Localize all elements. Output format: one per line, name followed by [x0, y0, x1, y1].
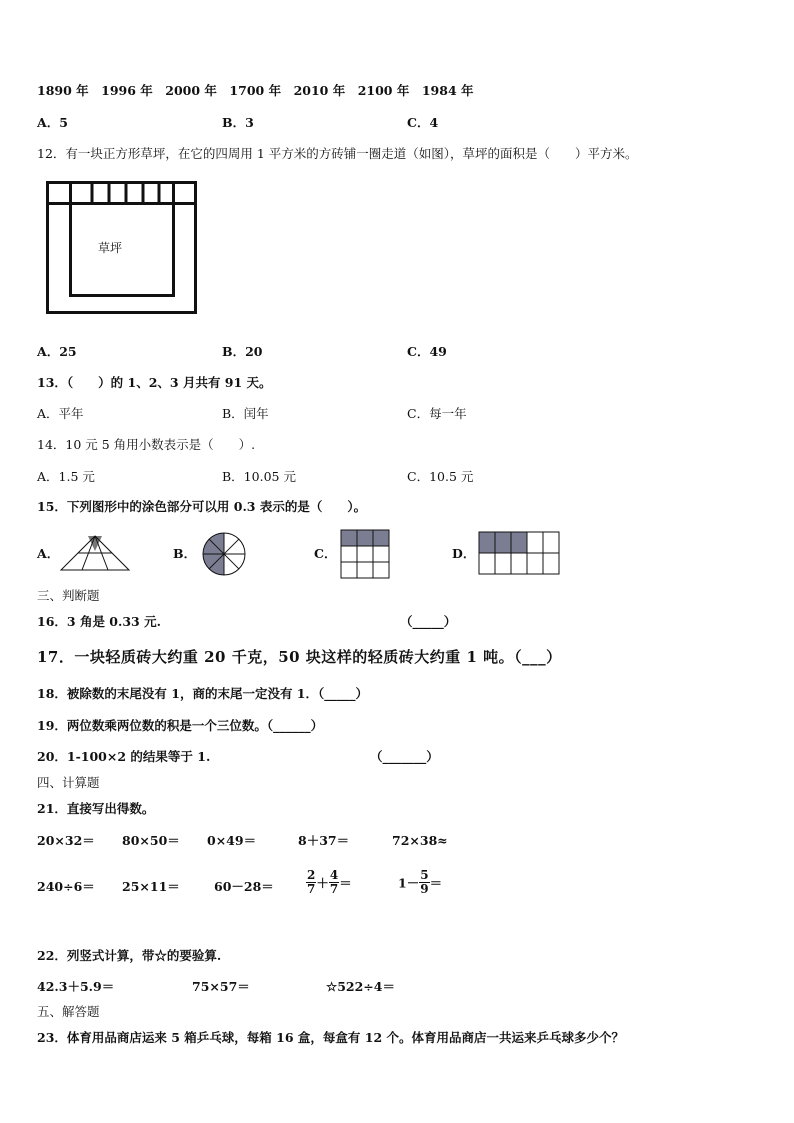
fraction: $\frac{2}{7}$ [307, 868, 316, 896]
q21-fraction-expression-1: $\frac{2}{7}$ ＋ $\frac{4}{7}$ ＝ [307, 868, 352, 896]
q21-r1-item-3: 0×49＝ [207, 833, 257, 848]
q20-stem: 20．1-100×2 的结果等于 1. [37, 749, 211, 764]
q15-stem: 15．下列图形中的涂色部分可以用 0.3 表示的是（ ）。 [37, 499, 367, 514]
q16-blank: （_____） [400, 614, 457, 629]
grid-2x5-figure [478, 531, 560, 575]
section-4-heading: 四、计算题 [37, 775, 100, 790]
grid-3x3-figure [340, 529, 390, 579]
q21-r1-item-1: 20×32＝ [37, 833, 95, 848]
section-3-heading: 三、判断题 [37, 588, 100, 603]
q11-option-b: B．3 [222, 115, 254, 130]
circle-sectors-figure [201, 531, 247, 577]
lawn-label: 草坪 [98, 241, 123, 255]
q22-item-2: 75×57＝ [192, 979, 250, 994]
q21-stem: 21．直接写出得数。 [37, 801, 155, 816]
q14-option-c: C．10.5 元 [407, 469, 474, 484]
q15-label-b: B． [173, 546, 197, 561]
q16-stem: 16．3 角是 0.33 元. [37, 614, 161, 629]
q22-item-1: 42.3＋5.9＝ [37, 979, 115, 994]
q21-r2-item-3: 60－28＝ [214, 879, 274, 894]
q14-option-a: A．1.5 元 [37, 469, 95, 484]
q20-blank: （_______） [370, 749, 439, 764]
fraction: $\frac{5}{9}$ [420, 868, 429, 896]
q13-stem: 13．（ ）的 1、2、3 月共有 91 天。 [37, 375, 272, 390]
q12-option-c: C．49 [407, 344, 447, 359]
q22-stem: 22．列竖式计算，带☆的要验算. [37, 948, 222, 963]
q17-stem: 17．一块轻质砖大约重 20 千克，50 块这样的轻质砖大约重 1 吨。（___） [37, 648, 562, 666]
triangle-figure [60, 535, 130, 571]
q19-stem: 19．两位数乘两位数的积是一个三位数。（______） [37, 718, 324, 733]
q12-option-b: B．20 [222, 344, 263, 359]
q11-option-a: A．5 [37, 115, 68, 130]
q14-stem: 14．10 元 5 角用小数表示是（ ）. [37, 437, 256, 452]
q21-r1-item-2: 80×50＝ [122, 833, 180, 848]
q14-option-b: B．10.05 元 [222, 469, 296, 484]
q21-r2-item-2: 25×11＝ [122, 879, 180, 894]
q13-option-c: C．每一年 [407, 406, 467, 421]
fraction: $\frac{4}{7}$ [329, 868, 339, 896]
q23-stem: 23．体育用品商店运来 5 箱乒乓球，每箱 16 盒，每盒有 12 个。体育用品商店一共运来乒乓球多少个？ [37, 1030, 624, 1045]
section-5-heading: 五、解答题 [37, 1004, 100, 1019]
q13-option-b: B．闰年 [222, 406, 269, 421]
q21-r2-item-1: 240÷6＝ [37, 879, 95, 894]
q11-option-c: C．4 [407, 115, 439, 130]
q21-fraction-expression-2: 1－ $\frac{5}{9}$ ＝ [398, 868, 443, 896]
q18-stem: 18．被除数的末尾没有 1，商的末尾一定没有 1．（_____） [37, 686, 368, 701]
q15-label-d: D． [452, 546, 476, 561]
q13-option-a: A．平年 [37, 406, 84, 421]
q12-stem: 12．有一块正方形草坪，在它的四周用 1 平方米的方砖铺一圈走道（如图），草坪的面积是（ ）平方米。 [37, 146, 638, 161]
q12-option-a: A．25 [37, 344, 77, 359]
q21-r1-item-5: 72×38≈ [392, 833, 448, 848]
q21-r1-item-4: 8＋37＝ [298, 833, 350, 848]
q15-label-c: C． [314, 546, 337, 561]
q22-item-3: ☆522÷4＝ [326, 979, 395, 994]
q15-label-a: A． [37, 546, 60, 561]
q11-years: 1890 年 1996 年 2000 年 1700 年 2010 年 2100 年 1984 年 [37, 83, 474, 98]
